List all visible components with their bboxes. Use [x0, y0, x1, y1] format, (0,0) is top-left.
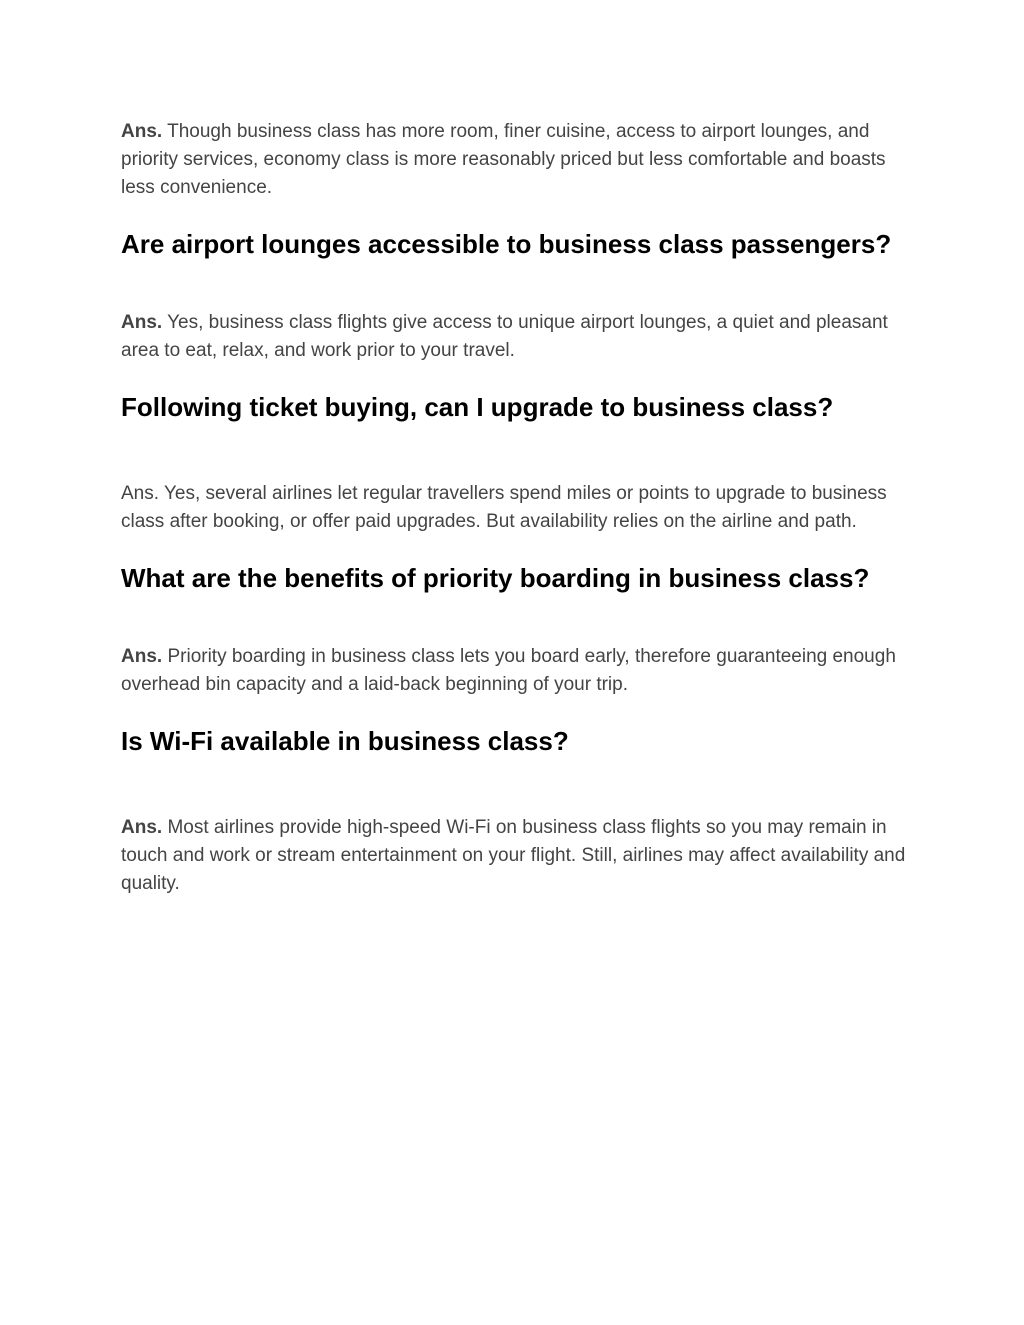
- question-heading: Following ticket buying, can I upgrade to business class?: [121, 392, 834, 422]
- answer-text: Most airlines provide high-speed Wi-Fi on business class flights so you may remain in touch and work or stream entertainment on your flight. Still, airlines may affect availability and quality.: [121, 817, 906, 894]
- answer-label: Ans.: [121, 646, 163, 667]
- answer-label: Ans.: [121, 817, 163, 838]
- answer-paragraph: [121, 643, 911, 699]
- answer-text: Yes, business class flights give access to unique airport lounges, a quiet and pleasant area to eat, relax, and work prior to your travel.: [121, 312, 888, 361]
- answer-paragraph: [121, 118, 911, 202]
- answer-paragraph: [121, 480, 911, 536]
- question-heading: Is Wi-Fi available in business class?: [121, 726, 569, 756]
- answer-paragraph: [121, 309, 911, 365]
- question-heading: Are airport lounges accessible to business class passengers?: [121, 229, 892, 259]
- answer-paragraph: [121, 814, 911, 898]
- document-page: [121, 118, 911, 898]
- answer-text: Though business class has more room, finer cuisine, access to airport lounges, and priority services, economy class is more reasonably priced but less comfortable and boasts less convenience.: [121, 121, 886, 198]
- answer-text: Ans. Yes, several airlines let regular travellers spend miles or points to upgrade to business class after booking, or offer paid upgrades. But availability relies on the airline and path.: [121, 483, 887, 532]
- question-heading: What are the benefits of priority boarding in business class?: [121, 563, 870, 593]
- answer-label: Ans.: [121, 121, 163, 142]
- answer-text: Priority boarding in business class lets you board early, therefore guaranteeing enough overhead bin capacity and a laid-back beginning of your trip.: [121, 646, 896, 695]
- answer-label: Ans.: [121, 312, 163, 333]
